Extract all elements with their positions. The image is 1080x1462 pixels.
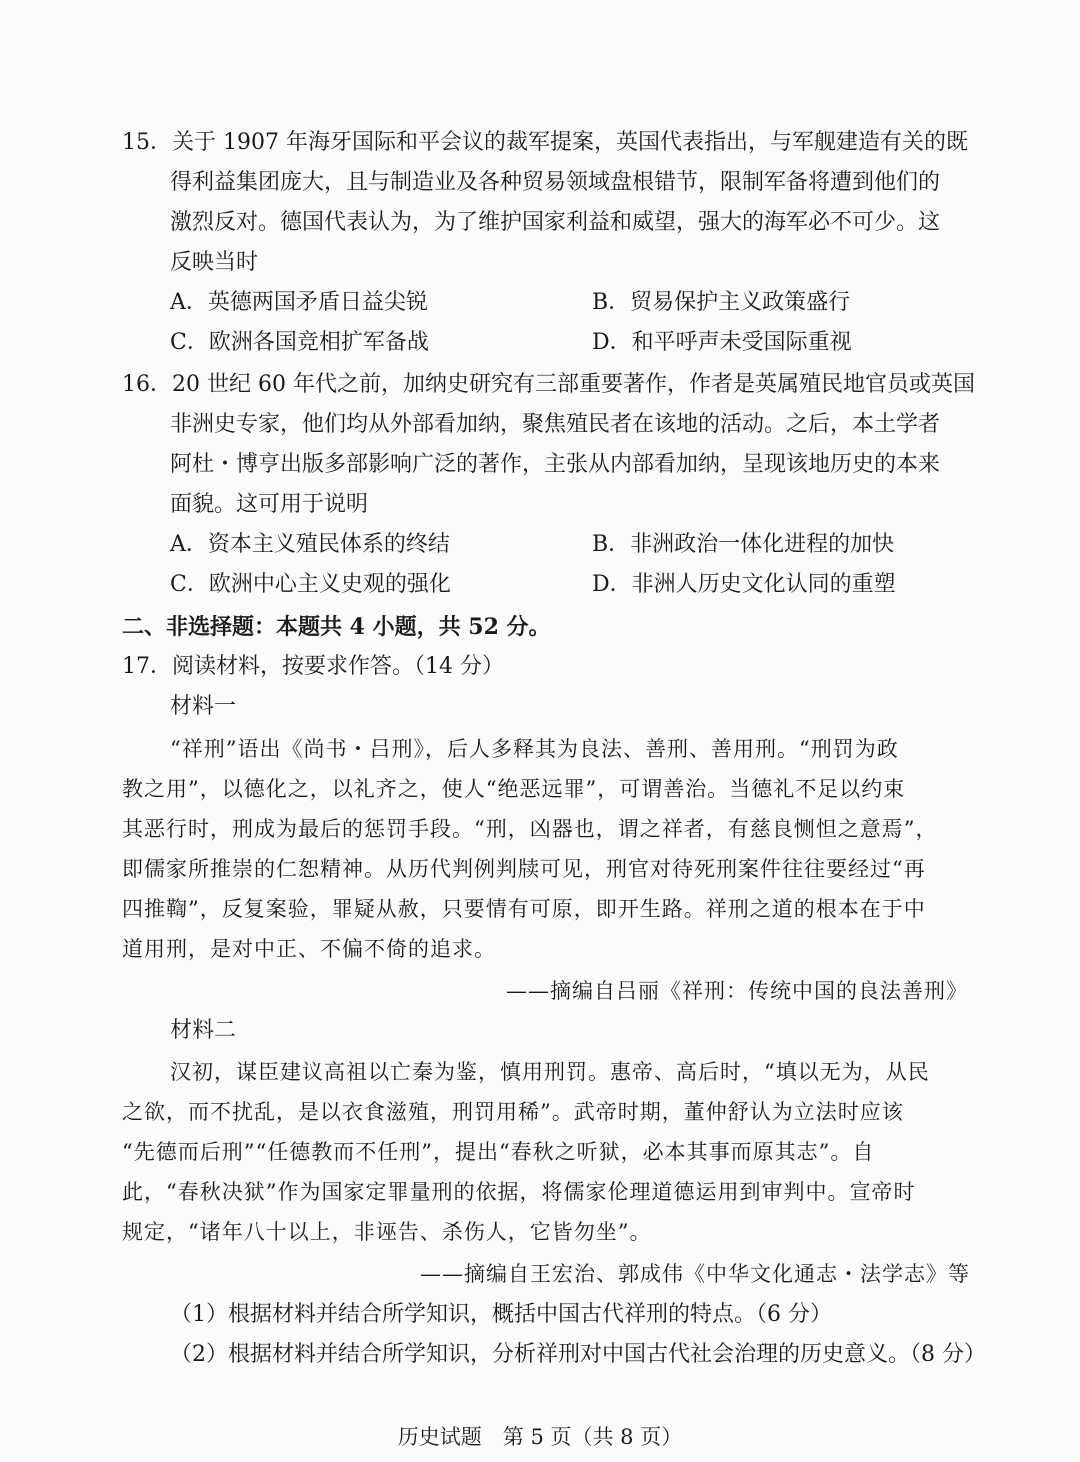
material-1-label: 材料一: [170, 694, 237, 719]
material-1-source: ——摘编自吕丽《祥刑：传统中国的良法善刑》: [506, 979, 968, 1003]
q16-option-c: C．欧洲中心主义史观的强化: [170, 572, 451, 597]
q15-option-a: A．英德两国矛盾日益尖锐: [170, 290, 428, 315]
q15-stem-line-2: 得利益集团庞大，且与制造业及各种贸易领域盘根错节，限制军备将遭到他们的: [170, 170, 941, 195]
material-2-line: 规定，“诸年八十以上，非诬告、杀伤人，它皆勿坐”。: [122, 1220, 652, 1244]
q17-subquestion-2: （2）根据材料并结合所学知识，分析祥刑对中国古代社会治理的历史意义。（8 分）: [170, 1342, 986, 1367]
q16-stem-line-4: 面貌。这可用于说明: [170, 492, 369, 517]
material-2-line: 此，“春秋决狱”作为国家定罪量刑的依据，将儒家伦理道德运用到审判中。宣帝时: [122, 1180, 916, 1204]
page-footer: 历史试题 第 5 页（共 8 页）: [397, 1425, 683, 1449]
q16-option-b: B．非洲政治一体化进程的加快: [592, 532, 895, 557]
q16-option-a: A．资本主义殖民体系的终结: [170, 532, 450, 557]
q15-option-c: C．欧洲各国竞相扩军备战: [170, 330, 429, 355]
q16-stem-line-2: 非洲史专家，他们均从外部看加纳，聚焦殖民者在该地的活动。之后，本土学者: [170, 412, 941, 437]
q17-stem: 17．阅读材料，按要求作答。（14 分）: [122, 654, 504, 679]
section-2-heading: 二、非选择题：本题共 4 小题，共 52 分。: [122, 614, 551, 640]
q15-stem-line-4: 反映当时: [170, 250, 259, 275]
material-1-line: “祥刑”语出《尚书・吕刑》，后人多释其为良法、善刑、善用刑。“刑罚为政: [170, 737, 899, 761]
material-1-line: 道用刑，是对中正、不偏不倚的追求。: [122, 937, 496, 961]
q16-stem-line-1: 16．20 世纪 60 年代之前，加纳史研究有三部重要著作，作者是英属殖民地官员或英国: [122, 372, 975, 397]
material-2-line: 汉初，谋臣建议高祖以亡秦为鉴，慎用刑罚。惠帝、高后时，“填以无为，从民: [170, 1060, 930, 1084]
material-1-line: 四推鞫”，反复案验，罪疑从赦，只要情有可原，即开生路。祥刑之道的根本在于中: [122, 897, 926, 921]
q16-stem-line-3: 阿杜・博亨出版多部影响广泛的著作，主张从内部看加纳，呈现该地历史的本来: [170, 452, 941, 477]
q15-stem-line-3: 激烈反对。德国代表认为，为了维护国家利益和威望，强大的海军必不可少。这: [170, 210, 941, 235]
material-2-line: 之欲，而不扰乱，是以衣食滋殖，刑罚用稀”。武帝时期，董仲舒认为立法时应该: [122, 1100, 904, 1124]
q16-option-d: D．非洲人历史文化认同的重塑: [592, 572, 896, 597]
material-1-line: 教之用”，以德化之，以礼齐之，使人“绝恶远罪”，可谓善治。当德礼不足以约束: [122, 777, 906, 801]
q15-option-d: D．和平呼声未受国际重视: [592, 330, 852, 355]
q17-subquestion-1: （1）根据材料并结合所学知识，概括中国古代祥刑的特点。（6 分）: [170, 1302, 832, 1327]
material-2-line: “先德而后刑”“任德教而不任刑”，提出“春秋之听狱，必本其事而原其志”。自: [122, 1140, 875, 1164]
material-2-source: ——摘编自王宏治、郭成伟《中华文化通志・法学志》等: [420, 1262, 970, 1286]
material-2-label: 材料二: [170, 1018, 237, 1043]
material-1-line: 其恶行时，刑成为最后的惩罚手段。“刑，凶器也，谓之祥者，有慈良恻怛之意焉”，: [122, 817, 938, 841]
material-1-line: 即儒家所推崇的仁恕精神。从历代判例判牍可见，刑官对待死刑案件往往要经过“再: [122, 857, 926, 881]
q15-stem-line-1: 15．关于 1907 年海牙国际和平会议的裁军提案，英国代表指出，与军舰建造有关的既: [122, 130, 968, 155]
q15-option-b: B．贸易保护主义政策盛行: [592, 290, 851, 315]
